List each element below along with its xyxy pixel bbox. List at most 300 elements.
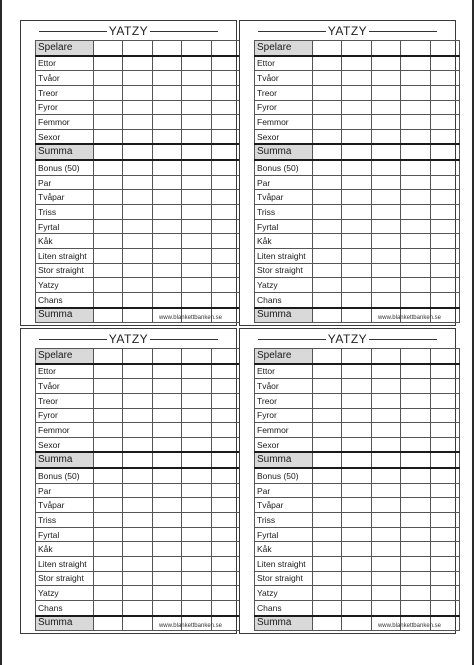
score-cell[interactable]: [182, 190, 211, 205]
score-cell[interactable]: [313, 263, 342, 278]
score-cell[interactable]: [430, 364, 459, 379]
score-cell[interactable]: [313, 160, 342, 175]
score-cell[interactable]: [401, 600, 430, 615]
score-cell[interactable]: [94, 513, 123, 528]
score-cell[interactable]: [401, 41, 430, 56]
score-cell[interactable]: [211, 263, 240, 278]
score-cell[interactable]: [211, 219, 240, 234]
score-cell[interactable]: [342, 408, 371, 423]
score-cell[interactable]: [342, 292, 371, 307]
score-cell[interactable]: [430, 175, 459, 190]
score-cell[interactable]: [152, 393, 181, 408]
score-cell[interactable]: [211, 278, 240, 293]
score-cell[interactable]: [371, 219, 400, 234]
score-cell[interactable]: [430, 205, 459, 220]
score-cell[interactable]: [430, 41, 459, 56]
score-cell[interactable]: [401, 234, 430, 249]
score-cell[interactable]: [211, 600, 240, 615]
score-cell[interactable]: [342, 498, 371, 513]
score-cell[interactable]: [371, 423, 400, 438]
score-cell[interactable]: [123, 219, 152, 234]
score-cell[interactable]: [152, 586, 181, 601]
score-cell[interactable]: [313, 423, 342, 438]
score-cell[interactable]: [123, 408, 152, 423]
score-cell[interactable]: [94, 144, 123, 160]
score-cell[interactable]: [313, 175, 342, 190]
score-cell[interactable]: [211, 513, 240, 528]
score-cell[interactable]: [182, 586, 211, 601]
score-cell[interactable]: [371, 263, 400, 278]
score-cell[interactable]: [313, 292, 342, 307]
score-cell[interactable]: [152, 41, 181, 56]
score-cell[interactable]: [401, 452, 430, 468]
score-cell[interactable]: [182, 100, 211, 115]
score-cell[interactable]: [182, 85, 211, 100]
score-cell[interactable]: [123, 393, 152, 408]
score-cell[interactable]: [313, 349, 342, 364]
score-cell[interactable]: [430, 571, 459, 586]
score-cell[interactable]: [401, 556, 430, 571]
score-cell[interactable]: [182, 71, 211, 86]
score-cell[interactable]: [313, 56, 342, 71]
score-cell[interactable]: [94, 423, 123, 438]
score-cell[interactable]: [182, 600, 211, 615]
score-cell[interactable]: [123, 115, 152, 130]
score-cell[interactable]: [342, 160, 371, 175]
score-cell[interactable]: [313, 571, 342, 586]
score-cell[interactable]: [401, 423, 430, 438]
score-cell[interactable]: [313, 600, 342, 615]
score-cell[interactable]: [430, 468, 459, 483]
score-cell[interactable]: [94, 527, 123, 542]
score-cell[interactable]: [313, 379, 342, 394]
score-cell[interactable]: [313, 219, 342, 234]
score-cell[interactable]: [342, 205, 371, 220]
score-cell[interactable]: [152, 85, 181, 100]
score-cell[interactable]: [313, 71, 342, 86]
score-cell[interactable]: [94, 205, 123, 220]
score-cell[interactable]: [313, 513, 342, 528]
score-cell[interactable]: [313, 248, 342, 263]
score-cell[interactable]: [371, 586, 400, 601]
score-cell[interactable]: [401, 278, 430, 293]
score-cell[interactable]: [182, 219, 211, 234]
score-cell[interactable]: [401, 393, 430, 408]
score-cell[interactable]: [152, 542, 181, 557]
score-cell[interactable]: [182, 483, 211, 498]
score-cell[interactable]: [182, 175, 211, 190]
score-cell[interactable]: [430, 263, 459, 278]
score-cell[interactable]: [371, 292, 400, 307]
score-cell[interactable]: [430, 586, 459, 601]
score-cell[interactable]: [430, 278, 459, 293]
score-cell[interactable]: [313, 408, 342, 423]
score-cell[interactable]: [430, 498, 459, 513]
score-cell[interactable]: [371, 437, 400, 452]
score-cell[interactable]: [430, 248, 459, 263]
score-cell[interactable]: [313, 41, 342, 56]
score-cell[interactable]: [342, 556, 371, 571]
score-cell[interactable]: [313, 468, 342, 483]
score-cell[interactable]: [182, 498, 211, 513]
score-cell[interactable]: [182, 248, 211, 263]
score-cell[interactable]: [152, 71, 181, 86]
score-cell[interactable]: [182, 556, 211, 571]
score-cell[interactable]: [342, 571, 371, 586]
score-cell[interactable]: [401, 498, 430, 513]
score-cell[interactable]: [211, 160, 240, 175]
score-cell[interactable]: [152, 144, 181, 160]
score-cell[interactable]: [94, 129, 123, 144]
score-cell[interactable]: [211, 175, 240, 190]
score-cell[interactable]: [94, 41, 123, 56]
score-cell[interactable]: [371, 468, 400, 483]
score-cell[interactable]: [182, 349, 211, 364]
score-cell[interactable]: [342, 144, 371, 160]
score-cell[interactable]: [371, 498, 400, 513]
score-cell[interactable]: [211, 56, 240, 71]
score-cell[interactable]: [401, 483, 430, 498]
score-cell[interactable]: [371, 248, 400, 263]
score-cell[interactable]: [123, 85, 152, 100]
score-cell[interactable]: [401, 144, 430, 160]
score-cell[interactable]: [430, 437, 459, 452]
score-cell[interactable]: [152, 190, 181, 205]
score-cell[interactable]: [313, 437, 342, 452]
score-cell[interactable]: [371, 513, 400, 528]
score-cell[interactable]: [123, 379, 152, 394]
score-cell[interactable]: [182, 379, 211, 394]
score-cell[interactable]: [152, 571, 181, 586]
score-cell[interactable]: [342, 393, 371, 408]
score-cell[interactable]: [401, 349, 430, 364]
score-cell[interactable]: [342, 278, 371, 293]
score-cell[interactable]: [313, 129, 342, 144]
score-cell[interactable]: [401, 408, 430, 423]
score-cell[interactable]: [152, 452, 181, 468]
score-cell[interactable]: [182, 571, 211, 586]
score-cell[interactable]: [342, 219, 371, 234]
score-cell[interactable]: [430, 527, 459, 542]
score-cell[interactable]: [342, 600, 371, 615]
score-cell[interactable]: [152, 513, 181, 528]
score-cell[interactable]: [94, 160, 123, 175]
score-cell[interactable]: [94, 100, 123, 115]
score-cell[interactable]: [94, 278, 123, 293]
score-cell[interactable]: [123, 556, 152, 571]
score-cell[interactable]: [342, 175, 371, 190]
score-cell[interactable]: [371, 190, 400, 205]
score-cell[interactable]: [152, 248, 181, 263]
score-cell[interactable]: [94, 556, 123, 571]
score-cell[interactable]: [182, 542, 211, 557]
score-cell[interactable]: [430, 349, 459, 364]
score-cell[interactable]: [123, 586, 152, 601]
score-cell[interactable]: [182, 423, 211, 438]
score-cell[interactable]: [123, 452, 152, 468]
score-cell[interactable]: [152, 219, 181, 234]
score-cell[interactable]: [211, 556, 240, 571]
score-cell[interactable]: [430, 556, 459, 571]
score-cell[interactable]: [211, 129, 240, 144]
score-cell[interactable]: [430, 71, 459, 86]
score-cell[interactable]: [430, 292, 459, 307]
score-cell[interactable]: [401, 115, 430, 130]
score-cell[interactable]: [152, 175, 181, 190]
score-cell[interactable]: [401, 219, 430, 234]
score-cell[interactable]: [342, 542, 371, 557]
score-cell[interactable]: [94, 71, 123, 86]
score-cell[interactable]: [371, 393, 400, 408]
score-cell[interactable]: [152, 349, 181, 364]
score-cell[interactable]: [342, 100, 371, 115]
score-cell[interactable]: [182, 160, 211, 175]
score-cell[interactable]: [94, 85, 123, 100]
score-cell[interactable]: [211, 41, 240, 56]
score-cell[interactable]: [211, 292, 240, 307]
score-cell[interactable]: [342, 483, 371, 498]
score-cell[interactable]: [152, 129, 181, 144]
score-cell[interactable]: [182, 513, 211, 528]
score-cell[interactable]: [152, 600, 181, 615]
score-cell[interactable]: [313, 452, 342, 468]
score-cell[interactable]: [123, 205, 152, 220]
score-cell[interactable]: [152, 527, 181, 542]
score-cell[interactable]: [430, 129, 459, 144]
score-cell[interactable]: [94, 379, 123, 394]
score-cell[interactable]: [152, 379, 181, 394]
score-cell[interactable]: [401, 129, 430, 144]
score-cell[interactable]: [94, 364, 123, 379]
score-cell[interactable]: [94, 571, 123, 586]
score-cell[interactable]: [313, 308, 342, 323]
score-cell[interactable]: [430, 542, 459, 557]
score-cell[interactable]: [342, 56, 371, 71]
score-cell[interactable]: [430, 483, 459, 498]
score-cell[interactable]: [342, 586, 371, 601]
score-cell[interactable]: [123, 234, 152, 249]
score-cell[interactable]: [94, 600, 123, 615]
score-cell[interactable]: [182, 468, 211, 483]
score-cell[interactable]: [342, 423, 371, 438]
score-cell[interactable]: [123, 308, 152, 323]
score-cell[interactable]: [342, 308, 371, 323]
score-cell[interactable]: [313, 100, 342, 115]
score-cell[interactable]: [313, 234, 342, 249]
score-cell[interactable]: [401, 468, 430, 483]
score-cell[interactable]: [371, 542, 400, 557]
score-cell[interactable]: [123, 600, 152, 615]
score-cell[interactable]: [123, 248, 152, 263]
score-cell[interactable]: [211, 393, 240, 408]
score-cell[interactable]: [94, 437, 123, 452]
score-cell[interactable]: [123, 616, 152, 631]
score-cell[interactable]: [342, 129, 371, 144]
score-cell[interactable]: [152, 423, 181, 438]
score-cell[interactable]: [313, 542, 342, 557]
score-cell[interactable]: [94, 175, 123, 190]
score-cell[interactable]: [211, 452, 240, 468]
score-cell[interactable]: [371, 483, 400, 498]
score-cell[interactable]: [313, 586, 342, 601]
score-cell[interactable]: [342, 85, 371, 100]
score-cell[interactable]: [430, 115, 459, 130]
score-cell[interactable]: [123, 175, 152, 190]
score-cell[interactable]: [342, 527, 371, 542]
score-cell[interactable]: [182, 452, 211, 468]
score-cell[interactable]: [182, 56, 211, 71]
score-cell[interactable]: [211, 468, 240, 483]
score-cell[interactable]: [211, 408, 240, 423]
score-cell[interactable]: [182, 278, 211, 293]
score-cell[interactable]: [371, 234, 400, 249]
score-cell[interactable]: [211, 234, 240, 249]
score-cell[interactable]: [401, 571, 430, 586]
score-cell[interactable]: [211, 437, 240, 452]
score-cell[interactable]: [342, 248, 371, 263]
score-cell[interactable]: [401, 263, 430, 278]
score-cell[interactable]: [401, 364, 430, 379]
score-cell[interactable]: [123, 527, 152, 542]
score-cell[interactable]: [430, 379, 459, 394]
score-cell[interactable]: [94, 219, 123, 234]
score-cell[interactable]: [182, 115, 211, 130]
score-cell[interactable]: [123, 278, 152, 293]
score-cell[interactable]: [152, 498, 181, 513]
score-cell[interactable]: [401, 71, 430, 86]
score-cell[interactable]: [371, 527, 400, 542]
score-cell[interactable]: [211, 423, 240, 438]
score-cell[interactable]: [123, 71, 152, 86]
score-cell[interactable]: [152, 278, 181, 293]
score-cell[interactable]: [371, 160, 400, 175]
score-cell[interactable]: [152, 56, 181, 71]
score-cell[interactable]: [313, 498, 342, 513]
score-cell[interactable]: [401, 542, 430, 557]
score-cell[interactable]: [371, 600, 400, 615]
score-cell[interactable]: [371, 408, 400, 423]
score-cell[interactable]: [123, 513, 152, 528]
score-cell[interactable]: [401, 175, 430, 190]
score-cell[interactable]: [94, 586, 123, 601]
score-cell[interactable]: [401, 100, 430, 115]
score-cell[interactable]: [401, 248, 430, 263]
score-cell[interactable]: [211, 586, 240, 601]
score-cell[interactable]: [94, 468, 123, 483]
score-cell[interactable]: [342, 115, 371, 130]
score-cell[interactable]: [94, 452, 123, 468]
score-cell[interactable]: [430, 408, 459, 423]
score-cell[interactable]: [123, 571, 152, 586]
score-cell[interactable]: [123, 349, 152, 364]
score-cell[interactable]: [211, 71, 240, 86]
score-cell[interactable]: [401, 85, 430, 100]
score-cell[interactable]: [401, 513, 430, 528]
score-cell[interactable]: [430, 393, 459, 408]
score-cell[interactable]: [313, 278, 342, 293]
score-cell[interactable]: [371, 571, 400, 586]
score-cell[interactable]: [313, 85, 342, 100]
score-cell[interactable]: [313, 556, 342, 571]
score-cell[interactable]: [342, 364, 371, 379]
score-cell[interactable]: [182, 292, 211, 307]
score-cell[interactable]: [94, 308, 123, 323]
score-cell[interactable]: [182, 205, 211, 220]
score-cell[interactable]: [152, 234, 181, 249]
score-cell[interactable]: [401, 160, 430, 175]
score-cell[interactable]: [371, 452, 400, 468]
score-cell[interactable]: [430, 85, 459, 100]
score-cell[interactable]: [123, 190, 152, 205]
score-cell[interactable]: [430, 56, 459, 71]
score-cell[interactable]: [211, 542, 240, 557]
score-cell[interactable]: [94, 292, 123, 307]
score-cell[interactable]: [342, 234, 371, 249]
score-cell[interactable]: [152, 408, 181, 423]
score-cell[interactable]: [342, 41, 371, 56]
score-cell[interactable]: [152, 292, 181, 307]
score-cell[interactable]: [211, 379, 240, 394]
score-cell[interactable]: [371, 56, 400, 71]
score-cell[interactable]: [94, 349, 123, 364]
score-cell[interactable]: [94, 616, 123, 631]
score-cell[interactable]: [94, 234, 123, 249]
score-cell[interactable]: [94, 483, 123, 498]
score-cell[interactable]: [123, 542, 152, 557]
score-cell[interactable]: [401, 56, 430, 71]
score-cell[interactable]: [371, 379, 400, 394]
score-cell[interactable]: [313, 393, 342, 408]
score-cell[interactable]: [123, 423, 152, 438]
score-cell[interactable]: [371, 205, 400, 220]
score-cell[interactable]: [182, 393, 211, 408]
score-cell[interactable]: [182, 364, 211, 379]
score-cell[interactable]: [371, 115, 400, 130]
score-cell[interactable]: [211, 349, 240, 364]
score-cell[interactable]: [152, 364, 181, 379]
score-cell[interactable]: [313, 115, 342, 130]
score-cell[interactable]: [401, 437, 430, 452]
score-cell[interactable]: [94, 498, 123, 513]
score-cell[interactable]: [211, 483, 240, 498]
score-cell[interactable]: [342, 379, 371, 394]
score-cell[interactable]: [401, 190, 430, 205]
score-cell[interactable]: [123, 498, 152, 513]
score-cell[interactable]: [123, 263, 152, 278]
score-cell[interactable]: [211, 190, 240, 205]
score-cell[interactable]: [342, 616, 371, 631]
score-cell[interactable]: [371, 100, 400, 115]
score-cell[interactable]: [430, 144, 459, 160]
score-cell[interactable]: [152, 100, 181, 115]
score-cell[interactable]: [401, 205, 430, 220]
score-cell[interactable]: [342, 513, 371, 528]
score-cell[interactable]: [123, 129, 152, 144]
score-cell[interactable]: [401, 586, 430, 601]
score-cell[interactable]: [401, 292, 430, 307]
score-cell[interactable]: [342, 349, 371, 364]
score-cell[interactable]: [371, 556, 400, 571]
score-cell[interactable]: [94, 248, 123, 263]
score-cell[interactable]: [342, 71, 371, 86]
score-cell[interactable]: [123, 483, 152, 498]
score-cell[interactable]: [371, 129, 400, 144]
score-cell[interactable]: [371, 41, 400, 56]
score-cell[interactable]: [371, 71, 400, 86]
score-cell[interactable]: [313, 483, 342, 498]
score-cell[interactable]: [182, 41, 211, 56]
score-cell[interactable]: [94, 263, 123, 278]
